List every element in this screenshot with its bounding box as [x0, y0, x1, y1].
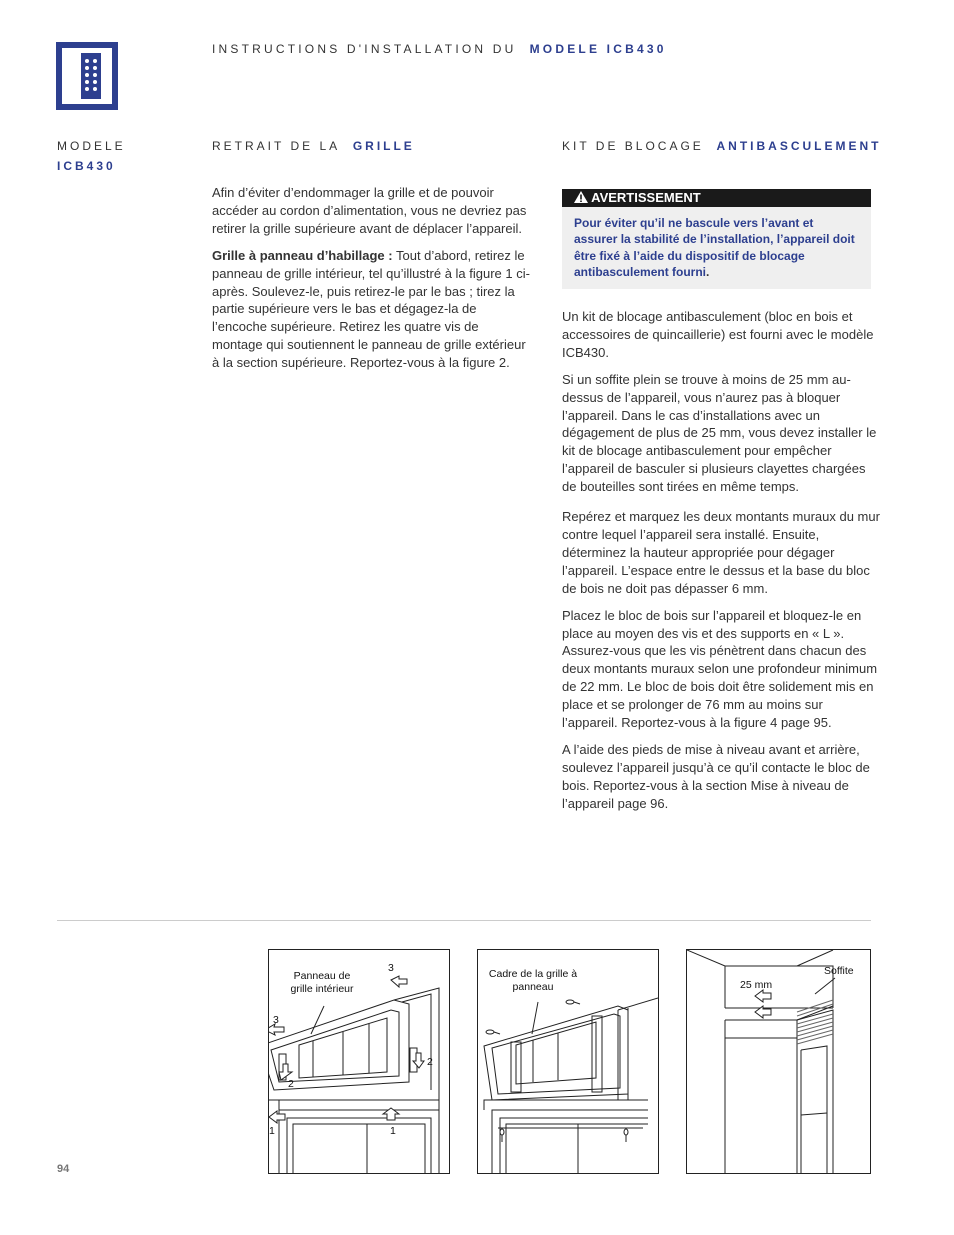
section-title-bold: GRILLE [352, 139, 415, 153]
warning-triangle-icon [574, 191, 588, 203]
page-header [212, 42, 667, 56]
grille-body [212, 184, 530, 381]
wine-cabinet-icon [81, 53, 101, 99]
section-title-plain: RETRAIT DE LA [212, 139, 341, 153]
brand-logo [56, 42, 118, 110]
figure-1-callout-1-right: 1 [390, 1125, 396, 1137]
figure-1-callout-3-top: 3 [388, 962, 394, 974]
figure-1-label-panel: Panneau de grille intérieur [290, 970, 354, 995]
warning-title: AVERTISSEMENT [591, 190, 701, 205]
horizontal-divider [57, 920, 871, 921]
antibasculement-paragraph-5: A l’aide des pieds de mise à niveau avant et arrière, soulevez l’appareil jusqu’à ce qu’il contacte le bloc de bois. Reportez-vous à la section Mise à niveau de l’appareil page 96. [562, 741, 870, 811]
section-title-antibasculement [562, 139, 881, 153]
figure-3-drawing [687, 950, 870, 1173]
grille-paragraph-2-text: Tout d’abord, retirez le panneau de grille intérieur, tel qu’illustré à la figure 1 ci-après. Soulevez-le, puis retirez-le par le bas ; tirez la partie supérieure vers le bas et dégagez-la de l’encoche supérieure. Retirez les quatre vis de montage qui soutiennent le panneau de grille extérieur à la section supérieure. Reportez-vous à la figure 2. [212, 247, 530, 371]
section-title-bold: ANTIBASCULEMENT [716, 139, 882, 153]
figure-1 [268, 949, 450, 1174]
antibasculement-body [562, 308, 882, 822]
warning-text-main: Pour éviter qu’il ne bascule vers l’avant et assurer la stabilité de l’installation, l’appareil doit être fixé à l’aide du dispositif de blocage antibasculement fourni [574, 216, 855, 279]
figure-2-label-frame: Cadre de la grille à panneau [488, 968, 578, 993]
header-model: MODELE ICB430 [529, 42, 667, 56]
figure-3-label-clearance: 25 mm [740, 979, 773, 991]
warning-header [562, 189, 871, 207]
antibasculement-paragraph-4: Placez le bloc de bois sur l’appareil et bloquez-le en place au moyen des vis et des supports en « L ». Assurez-vous que les vis pénètrent dans chacun des deux montants muraux selon une profondeur minimum de 22 mm. Le bloc de bois doit être solidement mis en place et se prolonger de 76 mm au moins sur l’appareil. Reportez-vous à la figure 4 page 95. [562, 607, 878, 731]
grille-paragraph-2 [212, 247, 530, 372]
figure-1-callout-3-left: 3 [273, 1014, 279, 1026]
figure-1-callout-2-right: 2 [427, 1056, 433, 1068]
antibasculement-paragraph-3: Repérez et marquez les deux montants muraux du mur contre lequel l’appareil sera installé. Ensuite, déterminez la hauteur appropriée pour dégager l’appareil. L’espace entre le dessus et la base du bloc de bois ne doit pas dépasser 6 mm. [562, 509, 880, 596]
antibasculement-paragraph-2: Si un soffite plein se trouve à moins de 25 mm au-dessus de l’appareil, vous n’aurez pas à bloquer l’appareil. Dans le cas d’installations avec un dégagement de plus de 25 mm, vous devez installer le kit de blocage antibasculement pour empêcher l’appareil de basculer si plusieurs clayettes chargées de bouteilles sont tirées en même temps. [562, 371, 877, 495]
page-number: 94 [57, 1163, 70, 1175]
grille-paragraph-1: Afin d’éviter d’endommager la grille et de pouvoir accéder au cordon d’alimentation, vous ne devriez pas retirer la grille supérieure avant de déplacer l’appareil. [212, 185, 527, 236]
warning-box [562, 189, 871, 289]
sidebar-model-label: MODELE [57, 139, 126, 153]
figure-3-label-soffit: Soffite [824, 965, 854, 977]
header-prefix: INSTRUCTIONS D'INSTALLATION DU [212, 42, 517, 56]
section-title-grille [212, 139, 415, 153]
warning-text [562, 207, 871, 289]
grille-paragraph-2-lead: Grille à panneau d’habillage : [212, 247, 393, 263]
figure-1-callout-1-left: 1 [269, 1125, 275, 1137]
figure-2 [477, 949, 659, 1174]
antibasculement-paragraph-1: Un kit de blocage antibasculement (bloc en bois et accessoires de quincaillerie) est fourni avec le modèle ICB430. [562, 309, 874, 360]
figure-3 [686, 949, 871, 1174]
section-title-plain: KIT DE BLOCAGE [562, 139, 704, 153]
figure-1-callout-2-left: 2 [288, 1078, 294, 1090]
sidebar-model-number: ICB430 [57, 159, 116, 173]
warning-text-end: . [706, 264, 710, 279]
